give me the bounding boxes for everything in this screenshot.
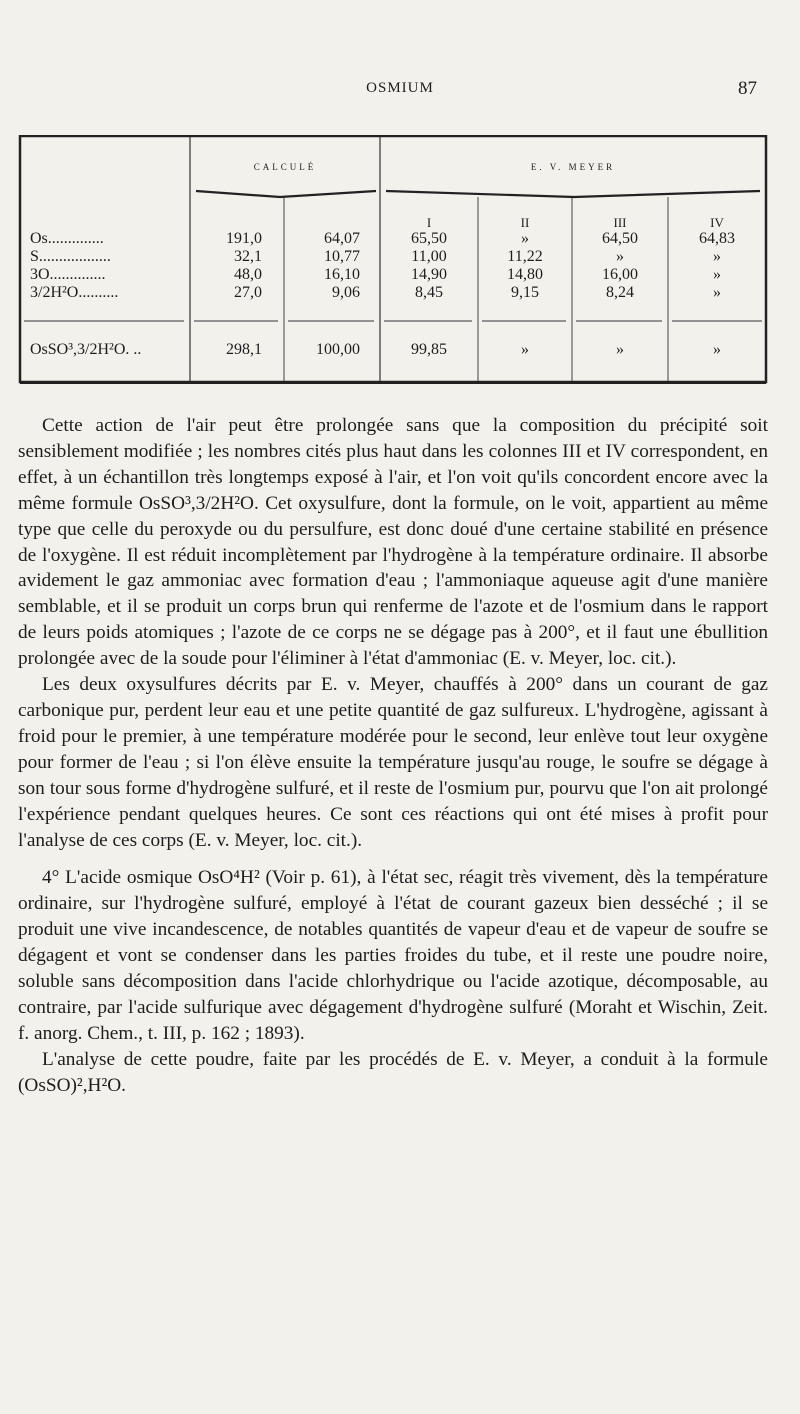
row-label: S.................. [30,248,111,265]
table-cell: 27,0 [234,284,262,301]
paragraph: Cette action de l'air peut être prolongée sans que la composition du précipité soit sensiblement modifiée ; les nombres cités plus haut dans les colonnes III et IV correspondent, en effet, à un échantillon très longtemps exposé à l'air, et l'on voit qu'ils concordent encore avec la même formule OsSO³,3/2H²O. Cet oxysulfure, dont la formule, on le voit, appartient au même type que celle du peroxyde ou du persulfure, est donc doué d'une certaine stabilité en présence de l'oxygène. Il est réduit incomplètement par l'hydrogène à la température ordinaire. Il absorbe avidement le gaz ammoniac avec formation d'eau ; l'ammoniaque aqueuse agit d'une manière semblable, et il se produit un corps brun qui renferme de l'azote et de l'osmium dans le rapport de leurs poids atomiques ; l'azote de ce corps ne se dégage pas à 200°, et il faut une ébullition prolongée avec de la soude pour l'éliminer à l'état d'ammoniac (E. v. Meyer, loc. cit.). [18,415,768,670]
table-cell: 9,06 [332,284,360,301]
roman-header: IV [710,215,724,230]
table-cell: 64,83 [699,230,735,247]
roman-header: I [426,215,432,230]
table-cell: 65,50 [411,230,447,247]
table-cell: » [713,284,721,301]
table-cell: 64,50 [602,230,638,247]
roman-header: III [613,215,627,230]
table-cell: » [713,266,721,283]
paragraph: Les deux oxysulfures décrits par E. v. Meyer, chauffés à 200° dans un courant de gaz carbonique pur, perdent leur eau et une petite quantité de gaz sulfureux. L'hydrogène, agissant à froid pour le premier, à une température modérée pour le second, leur enlève tout leur oxygène pour former de l'eau ; si l'on élève ensuite la température jusqu'au rouge, le soufre se dégage à son tour sous forme d'hydrogène sulfuré, et il reste de l'osmium pur, pourvu que l'on ait prolongé l'expérience pendant quelques heures. Ce sont ces réactions qui ont été mises à profit pour l'analyse de ces corps (E. v. Meyer, loc. cit.). [18,674,768,851]
table-cell: 8,24 [606,284,634,301]
table-cell: » [713,248,721,265]
paragraph: 4° L'acide osmique OsO⁴H² (Voir p. 61), à l'état sec, réagit très vivement, dès la température ordinaire, sur l'hydrogène sulfuré, employé à l'état de courant gazeux bien desséché ; il se produit une vive incandescence, de notables quantités de vapeur d'eau et de vapeur de soufre se dégagent et vont se condenser dans les parties froides du tube, et il reste une poudre noire, soluble sans décomposition dans l'acide chlorhydrique ou l'acide azotique, décomposable, au contraire, par l'acide sulfurique avec dégagement d'hydrogène sulfuré (Moraht et Wischin, Zeit. f. anorg. Chem., t. III, p. 162 ; 1893). [18,867,768,1044]
roman-header: II [520,215,530,230]
total-cell: » [713,341,721,358]
row-label: 3O.............. [30,266,106,283]
table-cell: » [521,230,529,247]
total-cell: 298,1 [226,341,262,358]
group-meyer: E. V. MEYER [530,162,616,172]
table-cell: 11,22 [507,248,543,265]
group-calcule: CALCULÉ [253,162,317,172]
table-cell: 14,90 [411,266,447,283]
table-cell: 8,45 [415,284,443,301]
page-number: 87 [738,78,757,99]
composition-table [18,135,768,385]
total-cell: 100,00 [316,341,360,358]
table-cell: 16,10 [324,266,360,283]
table-cell: 64,07 [324,230,360,247]
total-cell: 99,85 [411,341,447,358]
body-text [18,413,768,1099]
table-cell: 48,0 [234,266,262,283]
total-label: OsSO³,3/2H²O. .. [30,341,142,358]
running-title: OSMIUM [366,80,434,96]
table-cell: 16,00 [602,266,638,283]
table-cell: 32,1 [234,248,262,265]
row-label: 3/2H²O.......... [30,284,119,301]
table-cell: 14,80 [507,266,543,283]
table-cell: 9,15 [511,284,539,301]
table-cell: 11,00 [411,248,447,265]
total-cell: » [616,341,624,358]
table-cell: 191,0 [226,230,262,247]
row-label: Os.............. [30,230,104,247]
paragraph: L'analyse de cette poudre, faite par les procédés de E. v. Meyer, a conduit à la formule (OsSO)²,H²O. [18,1048,768,1096]
table-cell: » [616,248,624,265]
total-cell: » [521,341,529,358]
table-cell: 10,77 [324,248,360,265]
